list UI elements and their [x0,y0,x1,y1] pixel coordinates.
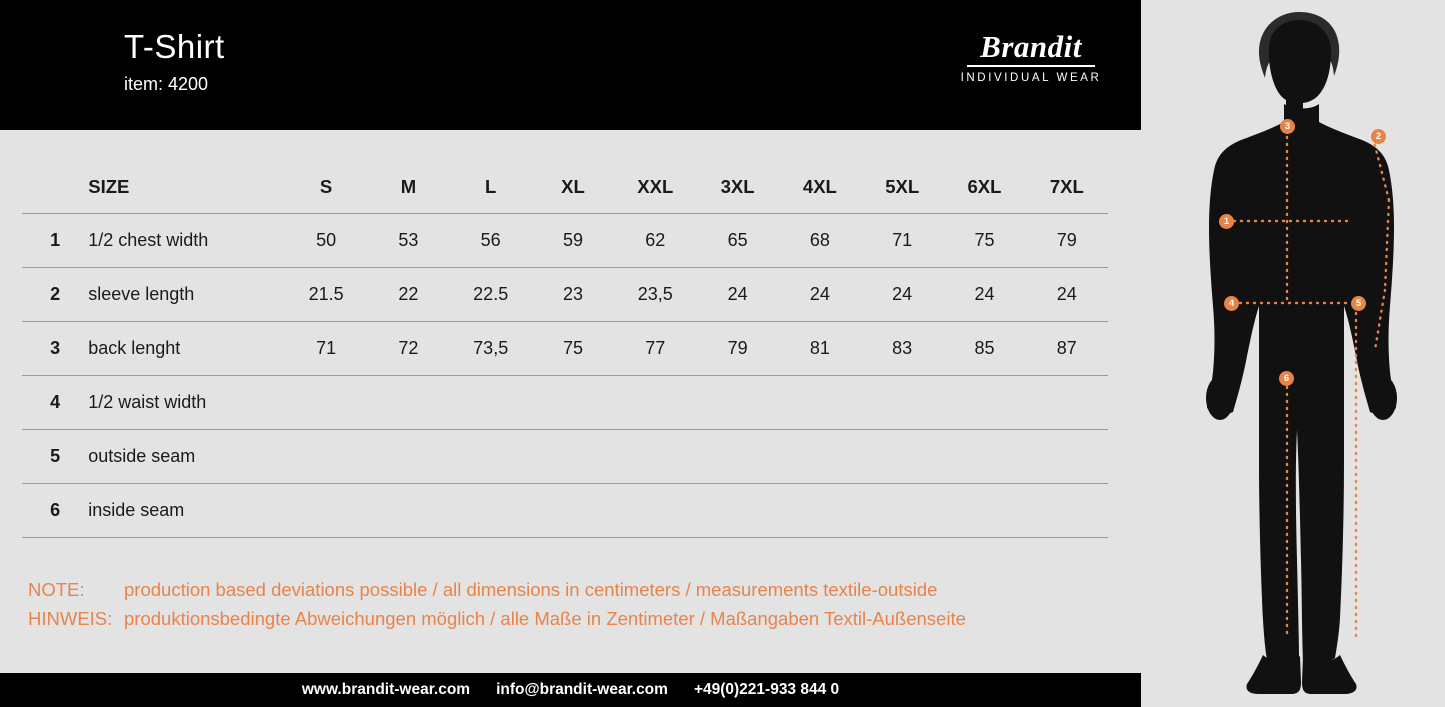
cell-6xl [943,484,1025,538]
cell-xxl [614,484,696,538]
cell-3xl: 24 [696,268,778,322]
cell-xl: 59 [532,214,614,268]
cell-7xl [1026,430,1108,484]
row-number: 6 [22,484,88,538]
footer-bar [0,673,1141,707]
cell-6xl [943,376,1025,430]
cell-5xl: 71 [861,214,943,268]
cell-xxl [614,430,696,484]
header-cell-number [22,160,88,214]
cell-xl: 23 [532,268,614,322]
row-label: outside seam [88,430,285,484]
cell-m [367,484,449,538]
cell-xl [532,376,614,430]
cell-xl [532,430,614,484]
cell-l [450,430,532,484]
marker-6: 6 [1279,371,1294,386]
cell-4xl [779,430,861,484]
table-row [22,376,1108,430]
size-table-body [22,214,1108,538]
cell-6xl [943,430,1025,484]
marker-4: 4 [1224,296,1239,311]
footer-website[interactable]: www.brandit-wear.com [301,681,471,698]
header-cell-5xl: 5XL [861,160,943,214]
cell-xl: 75 [532,322,614,376]
figure-panel [1141,0,1445,707]
cell-6xl: 85 [943,322,1025,376]
cell-xxl: 23,5 [614,268,696,322]
header-cell-size: SIZE [88,160,285,214]
cell-l: 73,5 [450,322,532,376]
cell-4xl [779,484,861,538]
row-number: 5 [22,430,88,484]
cell-4xl: 68 [779,214,861,268]
marker-2: 2 [1371,129,1386,144]
row-number: 4 [22,376,88,430]
brand-underline [967,65,1095,67]
cell-7xl: 87 [1026,322,1108,376]
brand-name: Brandit [980,29,1082,64]
item-number: item: 4200 [124,74,209,94]
cell-xxl [614,376,696,430]
table-header-row [22,160,1108,214]
note-row-en [28,575,966,604]
cell-m: 53 [367,214,449,268]
cell-m [367,430,449,484]
cell-5xl: 83 [861,322,943,376]
body-figure-icon [1141,0,1445,707]
header-cell-4xl: 4XL [779,160,861,214]
cell-s [285,430,367,484]
marker-3: 3 [1280,119,1295,134]
size-table-wrap [22,160,1108,538]
row-label: sleeve length [88,268,285,322]
header-cell-3xl: 3XL [696,160,778,214]
marker-1: 1 [1219,214,1234,229]
cell-l [450,376,532,430]
cell-s [285,484,367,538]
footer-phone: +49(0)221-933 844 0 [693,681,840,698]
cell-3xl [696,430,778,484]
footer-email[interactable]: info@brandit-wear.com [496,681,668,698]
cell-3xl [696,376,778,430]
cell-xxl: 77 [614,322,696,376]
size-table-head [22,160,1108,214]
cell-xl [532,484,614,538]
header-cell-xl: XL [532,160,614,214]
cell-4xl: 81 [779,322,861,376]
cell-5xl [861,484,943,538]
row-label: 1/2 waist width [88,376,285,430]
table-row [22,214,1108,268]
row-number: 3 [22,322,88,376]
cell-7xl [1026,484,1108,538]
cell-3xl: 65 [696,214,778,268]
cell-5xl [861,430,943,484]
page-title: T-Shirt [124,28,225,65]
cell-3xl [696,484,778,538]
cell-l: 22.5 [450,268,532,322]
cell-4xl [779,376,861,430]
header-bar [0,0,1141,130]
header-cell-m: M [367,160,449,214]
notes-block [28,575,966,633]
cell-3xl: 79 [696,322,778,376]
cell-5xl: 24 [861,268,943,322]
cell-5xl [861,376,943,430]
header-cell-6xl: 6XL [943,160,1025,214]
cell-xxl: 62 [614,214,696,268]
note-row-de [28,604,966,633]
table-row [22,484,1108,538]
header-cell-s: S [285,160,367,214]
note-key-en: NOTE: [28,579,85,600]
table-row [22,268,1108,322]
note-text-en: production based deviations possible / all dimensions in centimeters / measurements textile-outside [124,579,938,600]
size-table [22,160,1108,538]
table-row [22,322,1108,376]
cell-s: 71 [285,322,367,376]
cell-m: 72 [367,322,449,376]
brand-logo [951,30,1111,84]
marker-5: 5 [1351,296,1366,311]
cell-7xl: 79 [1026,214,1108,268]
row-label: back lenght [88,322,285,376]
brand-tagline: INDIVIDUAL WEAR [960,72,1102,84]
cell-m: 22 [367,268,449,322]
cell-4xl: 24 [779,268,861,322]
header-cell-xxl: XXL [614,160,696,214]
cell-l [450,484,532,538]
cell-6xl: 75 [943,214,1025,268]
cell-7xl: 24 [1026,268,1108,322]
cell-s: 50 [285,214,367,268]
cell-s: 21.5 [285,268,367,322]
cell-l: 56 [450,214,532,268]
note-key-de: HINWEIS: [28,608,113,629]
cell-7xl [1026,376,1108,430]
header-cell-7xl: 7XL [1026,160,1108,214]
cell-6xl: 24 [943,268,1025,322]
row-number: 1 [22,214,88,268]
row-label: 1/2 chest width [88,214,285,268]
header-cell-l: L [450,160,532,214]
row-number: 2 [22,268,88,322]
table-row [22,430,1108,484]
cell-m [367,376,449,430]
note-text-de: produktionsbedingte Abweichungen möglich / alle Maße in Zentimeter / Maßangaben Textil-Außenseite [124,608,966,629]
cell-s [285,376,367,430]
row-label: inside seam [88,484,285,538]
